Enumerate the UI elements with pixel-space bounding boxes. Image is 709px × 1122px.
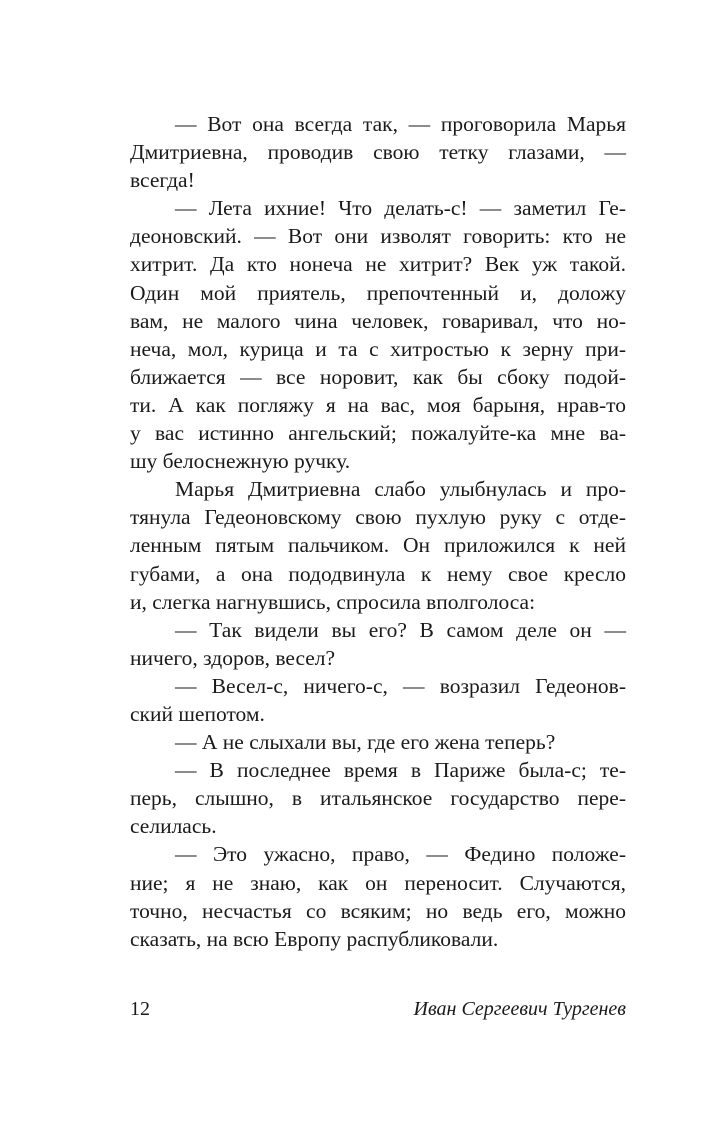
text-line: — Так видели вы его? В самом деле он —	[175, 617, 626, 642]
text-line: Дмитриевна, проводив свою тетку глазами, —	[130, 140, 626, 165]
text-line: ближается — все норовит, как бы сбоку подой-	[130, 364, 626, 389]
text-line: Марья Дмитриевна слабо улыбнулась и про-	[175, 477, 626, 502]
text-line: неча, мол, курица и та с хитростью к зерну при-	[130, 336, 626, 361]
page-footer	[130, 994, 626, 1024]
text-line: — Весел-с, ничего-с, — возразил Гедеонов-	[175, 673, 626, 698]
running-head-author: Иван Сергеевич Тургенев	[413, 998, 626, 1020]
text-line: точно, несчастья со всяким; но ведь его, можно	[130, 898, 626, 923]
text-line: и, слегка нагнувшись, спросила вполголоса:	[130, 589, 536, 614]
text-line: Один мой приятель, препочтенный и, доложу	[130, 280, 626, 305]
text-line: — Вот она всегда так, — проговорила Марья	[175, 112, 626, 136]
text-line: деоновский. — Вот они изволят говорить: кто не	[130, 224, 626, 249]
text-line: — Это ужасно, право, — Федино положе-	[175, 842, 626, 867]
text-line: губами, а она пододвинула к нему свое кресло	[130, 561, 626, 586]
text-line: — Лета ихние! Что делать-с! — заметил Ге-	[175, 196, 626, 221]
body-text	[130, 110, 626, 953]
text-line: перь, слышно, в итальянское государство пере-	[130, 786, 626, 811]
text-line: ничего, здоров, весел?	[130, 645, 336, 670]
text-line: сказать, на всю Европу распубликовали.	[130, 926, 499, 951]
text-line: шу белоснежную ручку.	[130, 449, 351, 474]
text-line: у вас истинно ангельский; пожалуйте-ка мне ва-	[130, 421, 626, 446]
page-number: 12	[130, 998, 150, 1020]
text-line: хитрит. Да кто нонеча не хитрит? Век уж такой.	[130, 252, 626, 277]
text-line: всегда!	[130, 168, 195, 193]
text-line: ский шепотом.	[130, 701, 265, 726]
text-line: селилась.	[130, 814, 217, 839]
text-line: ти. А как погляжу я на вас, моя барыня, нрав-то	[130, 392, 626, 417]
text-line: вам, не малого чина человек, говаривал, что но-	[130, 308, 626, 333]
text-line: тянула Гедеоновскому свою пухлую руку с отде-	[130, 505, 626, 530]
text-line: ленным пятым пальчиком. Он приложился к ней	[130, 533, 626, 558]
text-line: ние; я не знаю, как он переносит. Случаются,	[130, 870, 626, 895]
text-line: — В последнее время в Париже была-с; те-	[175, 758, 626, 783]
text-line: — А не слыхали вы, где его жена теперь?	[175, 730, 556, 755]
